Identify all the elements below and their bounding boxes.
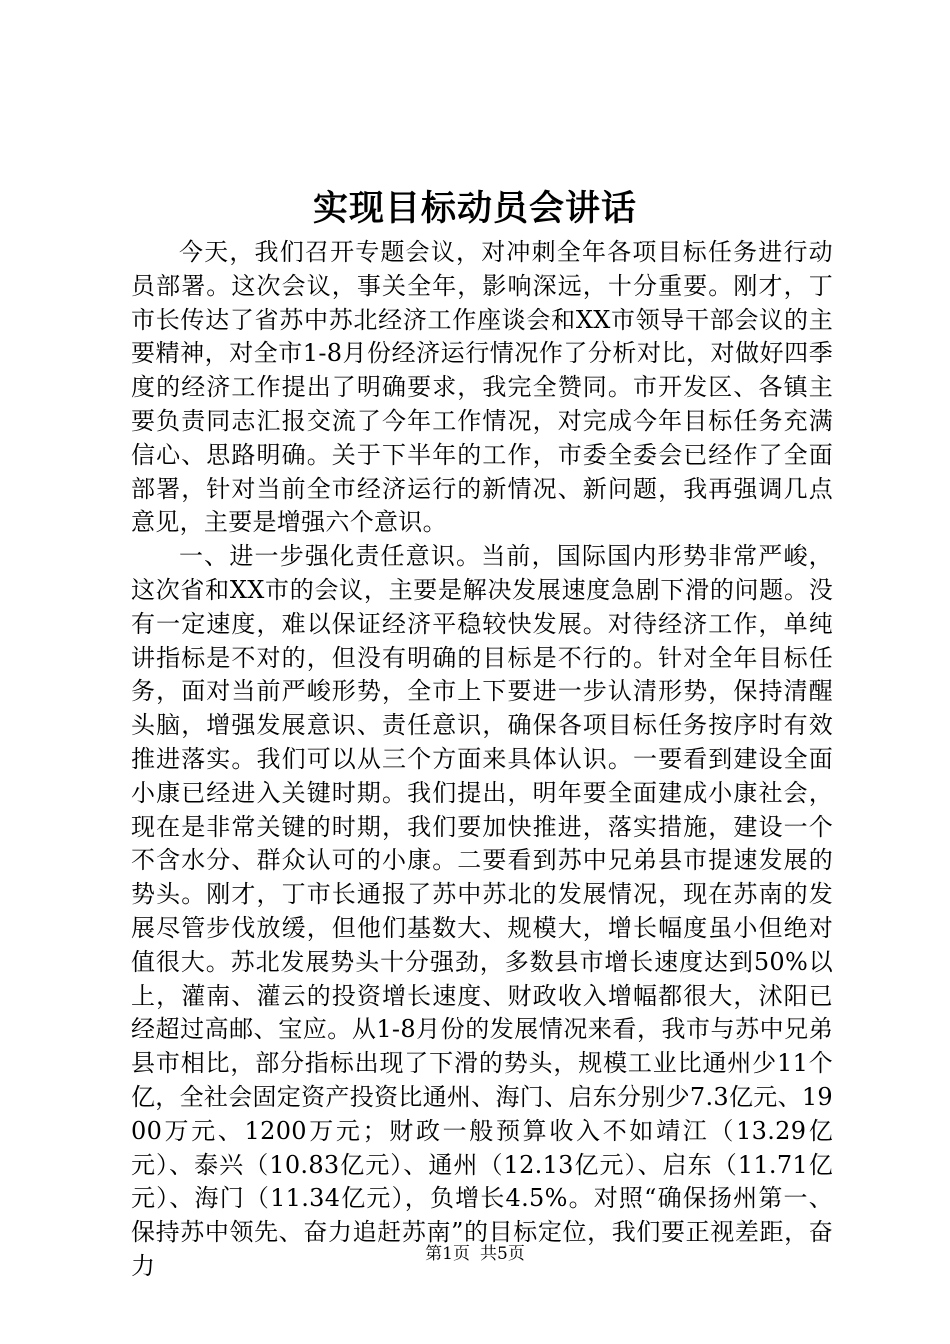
page-total: 共5页 xyxy=(480,1244,525,1264)
document-title: 实现目标动员会讲话 xyxy=(312,188,637,229)
document-body xyxy=(131,236,833,1284)
paragraph-section-one: 一、进一步强化责任意识。当前，国际国内形势非常严峻，这次省和XX市的会议，主要是解决发展速度急剧下滑的问题。没有一定速度，难以保证经济平稳较快发展。对待经济工作，单纯讲指标是不对的，但没有明确的目标是不行的。针对全年目标任务，面对当前严峻形势，全市上下要进一步认清形势，保持清醒头脑，增强发展意识、责任意识，确保各项目标任务按序时有效推进落实。我们可以从三个方面来具体认识。一要看到建设全面小康已经进入关键时期。我们提出，明年要全面建成小康社会，现在是非常关键的时期，我们要加快推进，落实措施，建设一个不含水分、群众认可的小康。二要看到苏中兄弟县市提速发展的势头。刚才，丁市长通报了苏中苏北的发展情况，现在苏南的发展尽管步伐放缓，但他们基数大、规模大，增长幅度虽小但绝对值很大。苏北发展势头十分强劲，多数县市增长速度达到50%以上，灌南、灌云的投资增长速度、财政收入增幅都很大，沭阳已经超过高邮、宝应。从1-8月份的发展情况来看，我市与苏中兄弟县市相比，部分指标出现了下滑的势头，规模工业比通州少11个亿，全社会固定资产投资比通州、海门、启东分别少7.3亿元、1900万元、1200万元；财政一般预算收入不如靖江（13.29亿元）、泰兴（10.83亿元）、通州（12.13亿元）、启东（11.71亿元）、海门（11.34亿元），负增长4.5%。对照“确保扬州第一、保持苏中领先、奋力追赶苏南”的目标定位，我们要正视差距，奋力 xyxy=(131,542,834,1280)
page-number: 第1页 xyxy=(425,1244,470,1264)
page-footer xyxy=(0,1242,950,1266)
paragraph-intro: 今天，我们召开专题会议，对冲刺全年各项目标任务进行动员部署。这次会议，事关全年，影响深远，十分重要。刚才，丁市长传达了省苏中苏北经济工作座谈会和XX市领导干部会议的主要精神，对全市1-8月份经济运行情况作了分析对比，对做好四季度的经济工作提出了明确要求，我完全赞同。市开发区、各镇主要负责同志汇报交流了今年工作情况，对完成今年目标任务充满信心、思路明确。关于下半年的工作，市委全委会已经作了全面部署，针对当前全市经济运行的新情况、新问题，我再强调几点意见，主要是增强六个意识。 xyxy=(131,238,833,537)
